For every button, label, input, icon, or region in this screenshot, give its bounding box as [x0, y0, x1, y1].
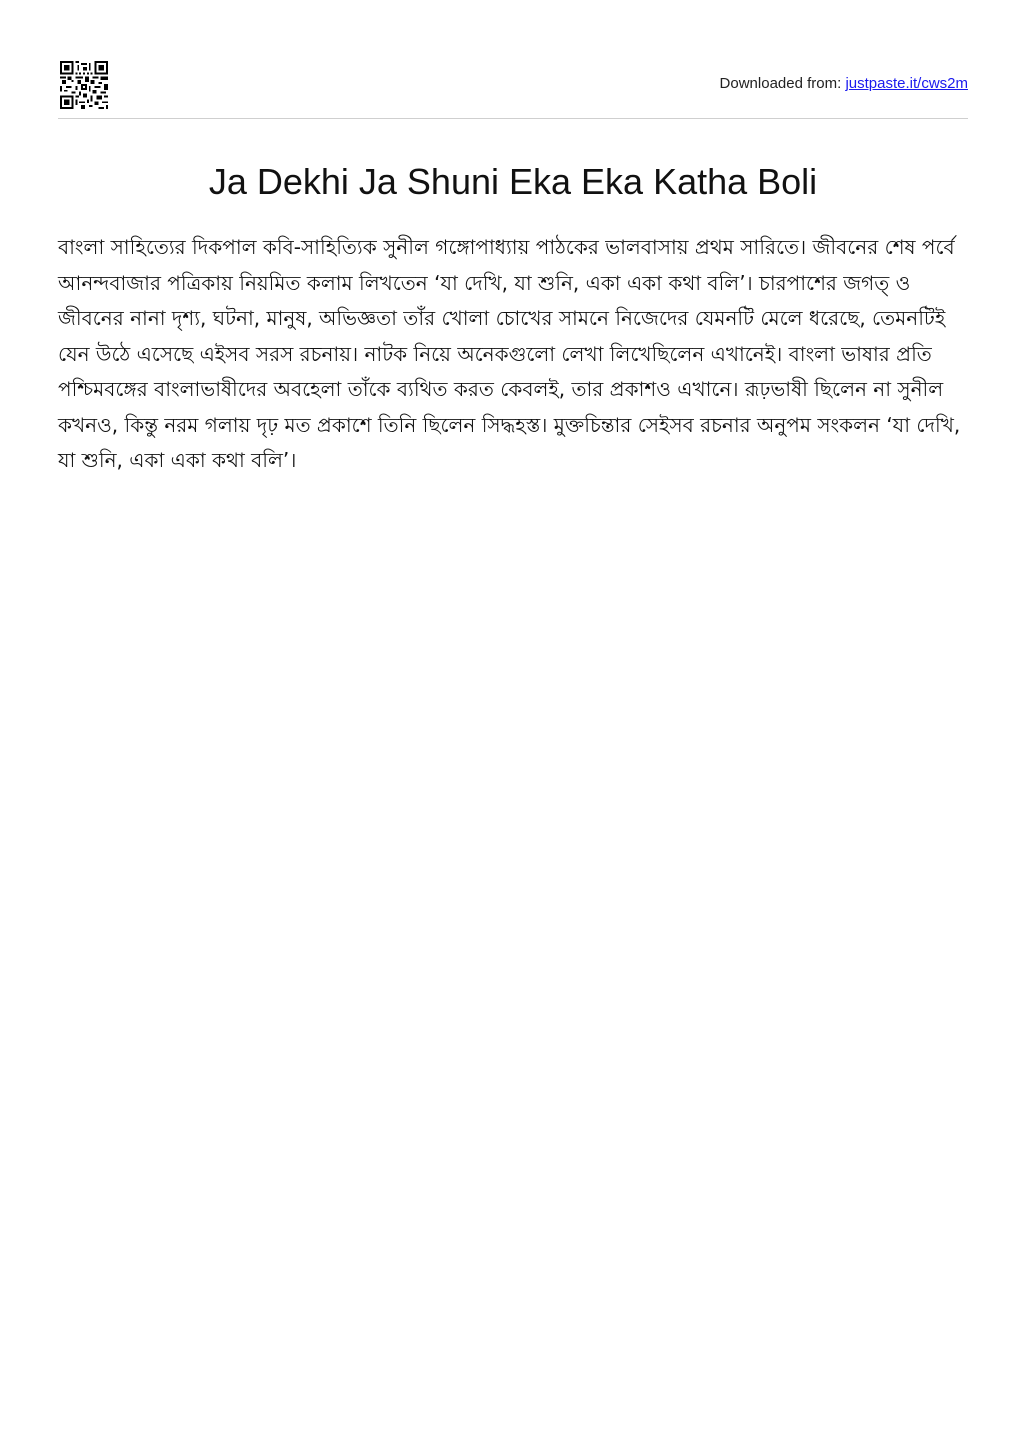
qr-code-icon	[60, 61, 108, 109]
document-body: বাংলা সাহিত্যের দিকপাল কবি-সাহিত্যিক সুনীল গঙ্গোপাধ্যায় পাঠকের ভালবাসায় প্রথম সারিতে। জীবনের শেষ পর্বে আনন্দবাজার পত্রিকায় নিয়মিত কলাম লিখতেন ‘যা দেখি, যা শুনি, একা একা কথা বলি’। চারপাশের জগত্‍ ও জীবনের নানা দৃশ্য, ঘটনা, মানুষ, অভিজ্ঞতা তাঁর খোলা চোখের সামনে নিজেদের যেমনটি মেলে ধরেছে, তেমনটিই যেন উঠে এসেছে এইসব সরস রচনায়। নাটক নিয়ে অনেকগুলো লেখা লিখেছিলেন এখানেই। বাংলা ভাষার প্রতি পশ্চিমবঙ্গের বাংলাভাষীদের অবহেলা তাঁকে ব্যথিত করত কেবলই, তার প্রকাশও এখানে। রূঢ়ভাষী ছিলেন না সুনীল কখনও, কিন্তু নরম গলায় দৃঢ় মত প্রকাশে তিনি ছিলেন সিদ্ধহস্ত। মুক্তচিন্তার সেইসব রচনার অনুপম সংকলন ‘যা দেখি, যা শুনি, একা একা কথা বলি’।	[58, 235, 961, 472]
document-title: Ja Dekhi Ja Shuni Eka Eka Katha Boli	[208, 161, 818, 202]
source-link[interactable]: justpaste.it/cws2m	[845, 75, 968, 92]
download-source	[720, 75, 968, 92]
page-header	[58, 58, 968, 119]
downloaded-label: Downloaded from:	[719, 75, 846, 92]
